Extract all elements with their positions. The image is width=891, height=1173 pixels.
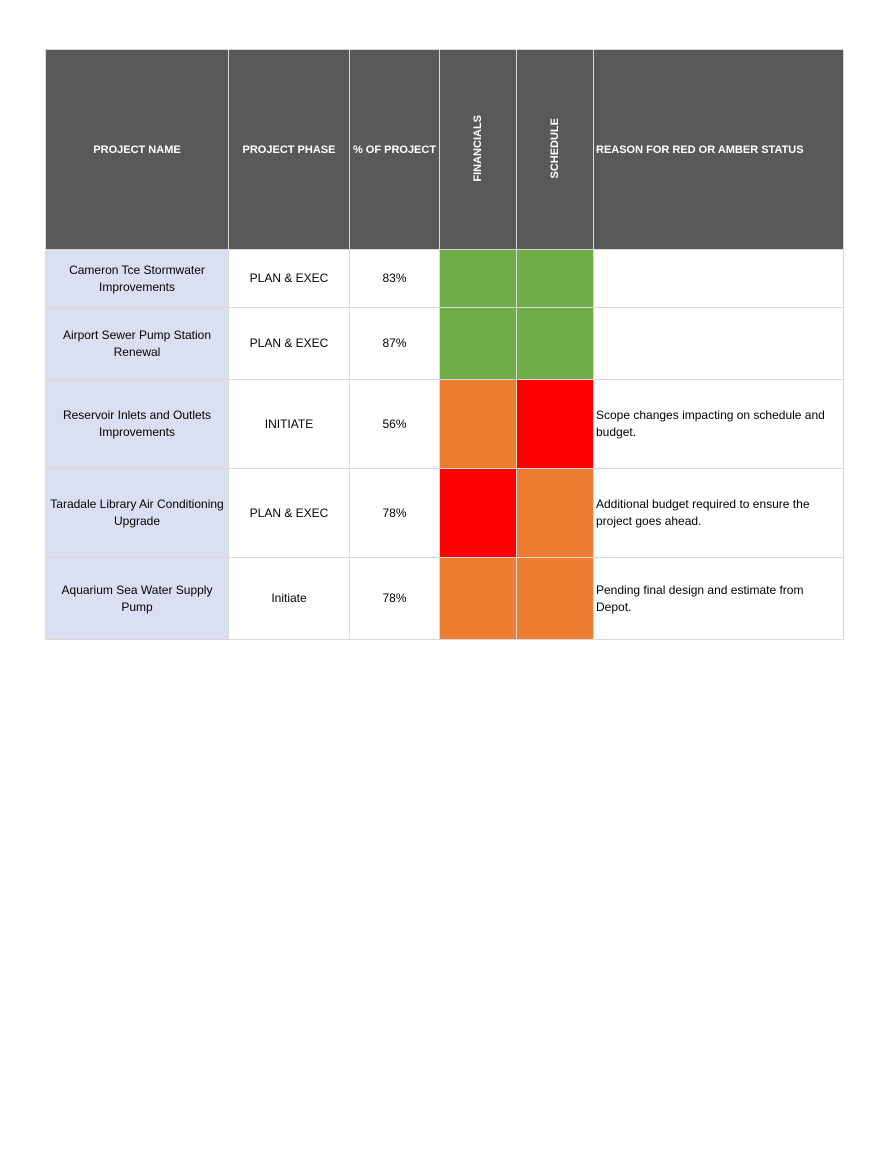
header-financials-cell <box>440 50 517 250</box>
reason-cell: Scope changes impacting on schedule and budget. <box>594 380 844 469</box>
reason-cell: Pending final design and estimate from Depot. <box>594 558 844 640</box>
reason-cell <box>594 250 844 308</box>
table-row <box>46 558 844 640</box>
financials-status-cell <box>440 380 517 469</box>
project-phase-cell: PLAN & EXEC <box>229 250 350 308</box>
header-percent: % OF PROJECT <box>350 50 440 250</box>
schedule-status-cell <box>517 250 594 308</box>
percent-cell: 78% <box>350 558 440 640</box>
financials-status-cell <box>440 250 517 308</box>
percent-cell: 56% <box>350 380 440 469</box>
project-name-cell: Aquarium Sea Water Supply Pump <box>46 558 229 640</box>
schedule-status-cell <box>517 469 594 558</box>
reason-cell <box>594 308 844 380</box>
table-row <box>46 250 844 308</box>
table-row <box>46 380 844 469</box>
percent-cell: 87% <box>350 308 440 380</box>
table-row <box>46 469 844 558</box>
financials-status-cell <box>440 558 517 640</box>
percent-cell: 83% <box>350 250 440 308</box>
header-project-name: PROJECT NAME <box>46 50 229 250</box>
project-phase-cell: INITIATE <box>229 380 350 469</box>
header-schedule-cell <box>517 50 594 250</box>
project-name-cell: Airport Sewer Pump Station Renewal <box>46 308 229 380</box>
schedule-status-cell <box>517 380 594 469</box>
project-status-table <box>45 49 844 640</box>
header-reason: REASON FOR RED OR AMBER STATUS <box>594 50 844 250</box>
schedule-status-cell <box>517 558 594 640</box>
project-phase-cell: PLAN & EXEC <box>229 469 350 558</box>
project-name-cell: Cameron Tce Stormwater Improvements <box>46 250 229 308</box>
project-phase-cell: PLAN & EXEC <box>229 308 350 380</box>
table-row <box>46 308 844 380</box>
financials-status-cell <box>440 308 517 380</box>
header-project-phase: PROJECT PHASE <box>229 50 350 250</box>
project-name-cell: Taradale Library Air Conditioning Upgrade <box>46 469 229 558</box>
project-phase-cell: Initiate <box>229 558 350 640</box>
percent-cell: 78% <box>350 469 440 558</box>
header-financials: FINANCIALS <box>472 114 484 182</box>
financials-status-cell <box>440 469 517 558</box>
header-row <box>46 50 844 250</box>
header-schedule: SCHEDULE <box>549 117 561 179</box>
reason-cell: Additional budget required to ensure the project goes ahead. <box>594 469 844 558</box>
schedule-status-cell <box>517 308 594 380</box>
project-name-cell: Reservoir Inlets and Outlets Improvements <box>46 380 229 469</box>
